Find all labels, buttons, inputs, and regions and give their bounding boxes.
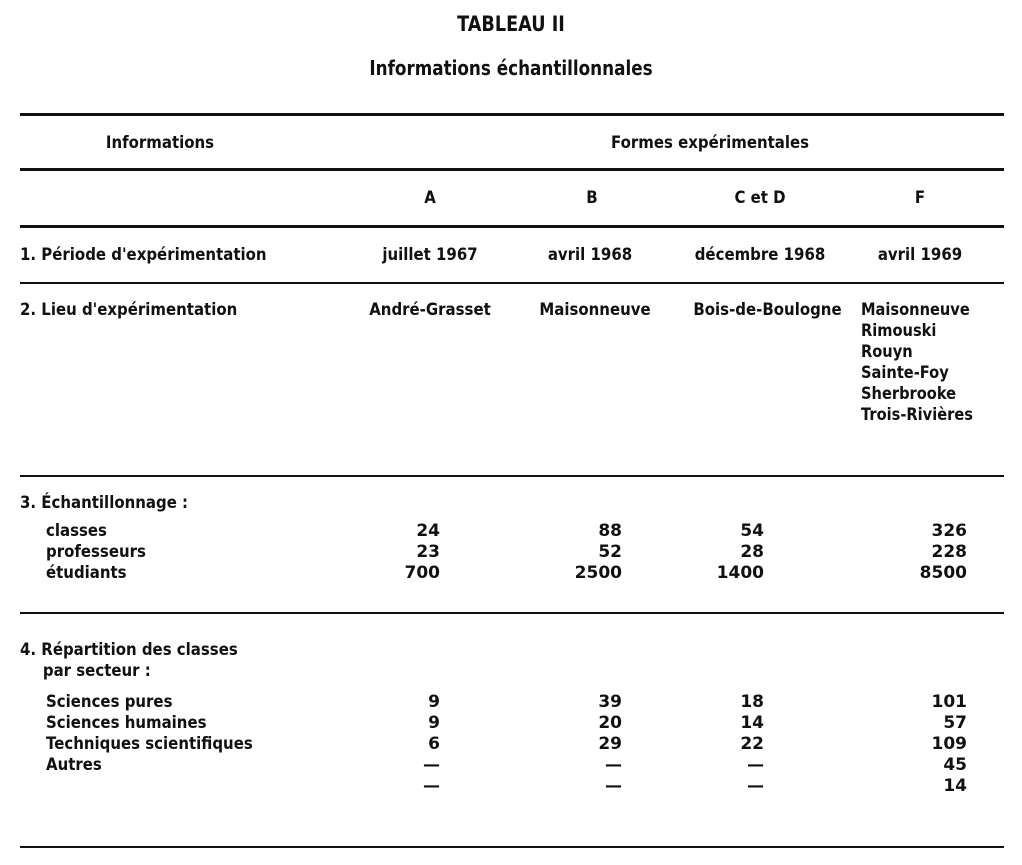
cell-value: 45 bbox=[943, 755, 967, 775]
column-header-a: A bbox=[424, 188, 436, 208]
lieu-f-item: Rouyn bbox=[861, 342, 913, 362]
repartition-col-b bbox=[598, 692, 622, 797]
cell-value: 14 bbox=[943, 776, 967, 796]
cell-value: 326 bbox=[931, 521, 967, 541]
cell-value: — bbox=[747, 755, 764, 775]
cell-value: 2500 bbox=[574, 563, 622, 583]
row-echantillonnage-label: 3. Échantillonnage : bbox=[20, 493, 189, 513]
row-lieu-label: 2. Lieu d'expérimentation bbox=[20, 300, 238, 320]
row-rule-3 bbox=[20, 612, 1004, 614]
cell-value: 28 bbox=[740, 542, 764, 562]
cell-value: — bbox=[423, 755, 440, 775]
echantillonnage-row-label: professeurs bbox=[46, 542, 146, 562]
cell-value: 228 bbox=[931, 542, 967, 562]
repartition-row-label: Autres bbox=[46, 755, 102, 775]
lieu-f-list bbox=[861, 300, 973, 426]
periode-f: avril 1969 bbox=[877, 245, 963, 265]
repartition-col-a bbox=[423, 692, 440, 797]
cell-value: 6 bbox=[428, 734, 440, 754]
cell-value: 22 bbox=[740, 734, 764, 754]
cell-value: — bbox=[747, 776, 764, 796]
echantillonnage-col-c-et-d bbox=[717, 521, 764, 584]
cell-value: 57 bbox=[943, 713, 967, 733]
lieu-f-item: Sherbrooke bbox=[861, 384, 957, 404]
repartition-row-label: Sciences pures bbox=[46, 692, 173, 712]
header-formes-experimentales: Formes expérimentales bbox=[610, 133, 810, 153]
column-header-b: B bbox=[586, 188, 598, 208]
table-title: TABLEAU II bbox=[457, 12, 565, 36]
echantillonnage-col-a bbox=[405, 521, 441, 584]
lieu-f-item: Maisonneuve bbox=[861, 300, 970, 320]
cell-value: 20 bbox=[598, 713, 622, 733]
row-periode-label: 1. Période d'expérimentation bbox=[20, 245, 267, 265]
cell-value: 24 bbox=[416, 521, 440, 541]
periode-b: avril 1968 bbox=[547, 245, 633, 265]
echantillonnage-row-label: classes bbox=[46, 521, 107, 541]
cell-value: 14 bbox=[740, 713, 764, 733]
cell-value: 18 bbox=[740, 692, 764, 712]
bottom-rule bbox=[20, 846, 1004, 848]
lieu-f-item: Sainte-Foy bbox=[861, 363, 949, 383]
cell-value: 9 bbox=[428, 713, 440, 733]
echantillonnage-row-label: étudiants bbox=[46, 563, 127, 583]
repartition-row-label: Sciences humaines bbox=[46, 713, 207, 733]
lieu-f-item: Trois-Rivières bbox=[861, 405, 973, 425]
cell-value: 29 bbox=[598, 734, 622, 754]
repartition-row-label: Techniques scientifiques bbox=[46, 734, 253, 754]
row-repartition-label bbox=[20, 640, 238, 682]
cell-value: 700 bbox=[404, 563, 440, 583]
cell-value: 88 bbox=[598, 521, 622, 541]
cell-value: 101 bbox=[931, 692, 967, 712]
column-header-f: F bbox=[914, 188, 926, 208]
cell-value: 9 bbox=[428, 692, 440, 712]
cell-value: 39 bbox=[598, 692, 622, 712]
periode-a: juillet 1967 bbox=[382, 245, 478, 265]
cell-value: — bbox=[423, 776, 440, 796]
cell-value: 109 bbox=[931, 734, 967, 754]
cell-value: 54 bbox=[740, 521, 764, 541]
header-informations: Informations bbox=[105, 133, 215, 153]
cell-value: 23 bbox=[416, 542, 440, 562]
repartition-label-line: par secteur : bbox=[42, 661, 151, 681]
repartition-col-f bbox=[932, 692, 968, 797]
lieu-a: André-Grasset bbox=[369, 300, 491, 320]
echantillonnage-col-f bbox=[920, 521, 967, 584]
repartition-label-line: 4. Répartition des classes bbox=[20, 640, 238, 660]
header-rule-1 bbox=[20, 168, 1004, 171]
row-rule-2 bbox=[20, 475, 1004, 477]
periode-c-et-d: décembre 1968 bbox=[694, 245, 826, 265]
column-header-c-et-d: C et D bbox=[734, 188, 786, 208]
cell-value: 52 bbox=[598, 542, 622, 562]
header-rule-2 bbox=[20, 225, 1004, 228]
repartition-col-c-et-d bbox=[740, 692, 764, 797]
cell-value: — bbox=[605, 755, 622, 775]
row-rule-1 bbox=[20, 282, 1004, 284]
lieu-c-et-d: Bois-de-Boulogne bbox=[693, 300, 842, 320]
top-rule bbox=[20, 113, 1004, 116]
cell-value: 1400 bbox=[716, 563, 764, 583]
cell-value: — bbox=[605, 776, 622, 796]
echantillonnage-labels bbox=[46, 521, 146, 584]
echantillonnage-col-b bbox=[575, 521, 622, 584]
lieu-b: Maisonneuve bbox=[539, 300, 651, 320]
cell-value: 8500 bbox=[919, 563, 967, 583]
repartition-labels bbox=[46, 692, 253, 776]
table-subtitle: Informations échantillonnales bbox=[369, 56, 653, 80]
lieu-f-item: Rimouski bbox=[861, 321, 937, 341]
